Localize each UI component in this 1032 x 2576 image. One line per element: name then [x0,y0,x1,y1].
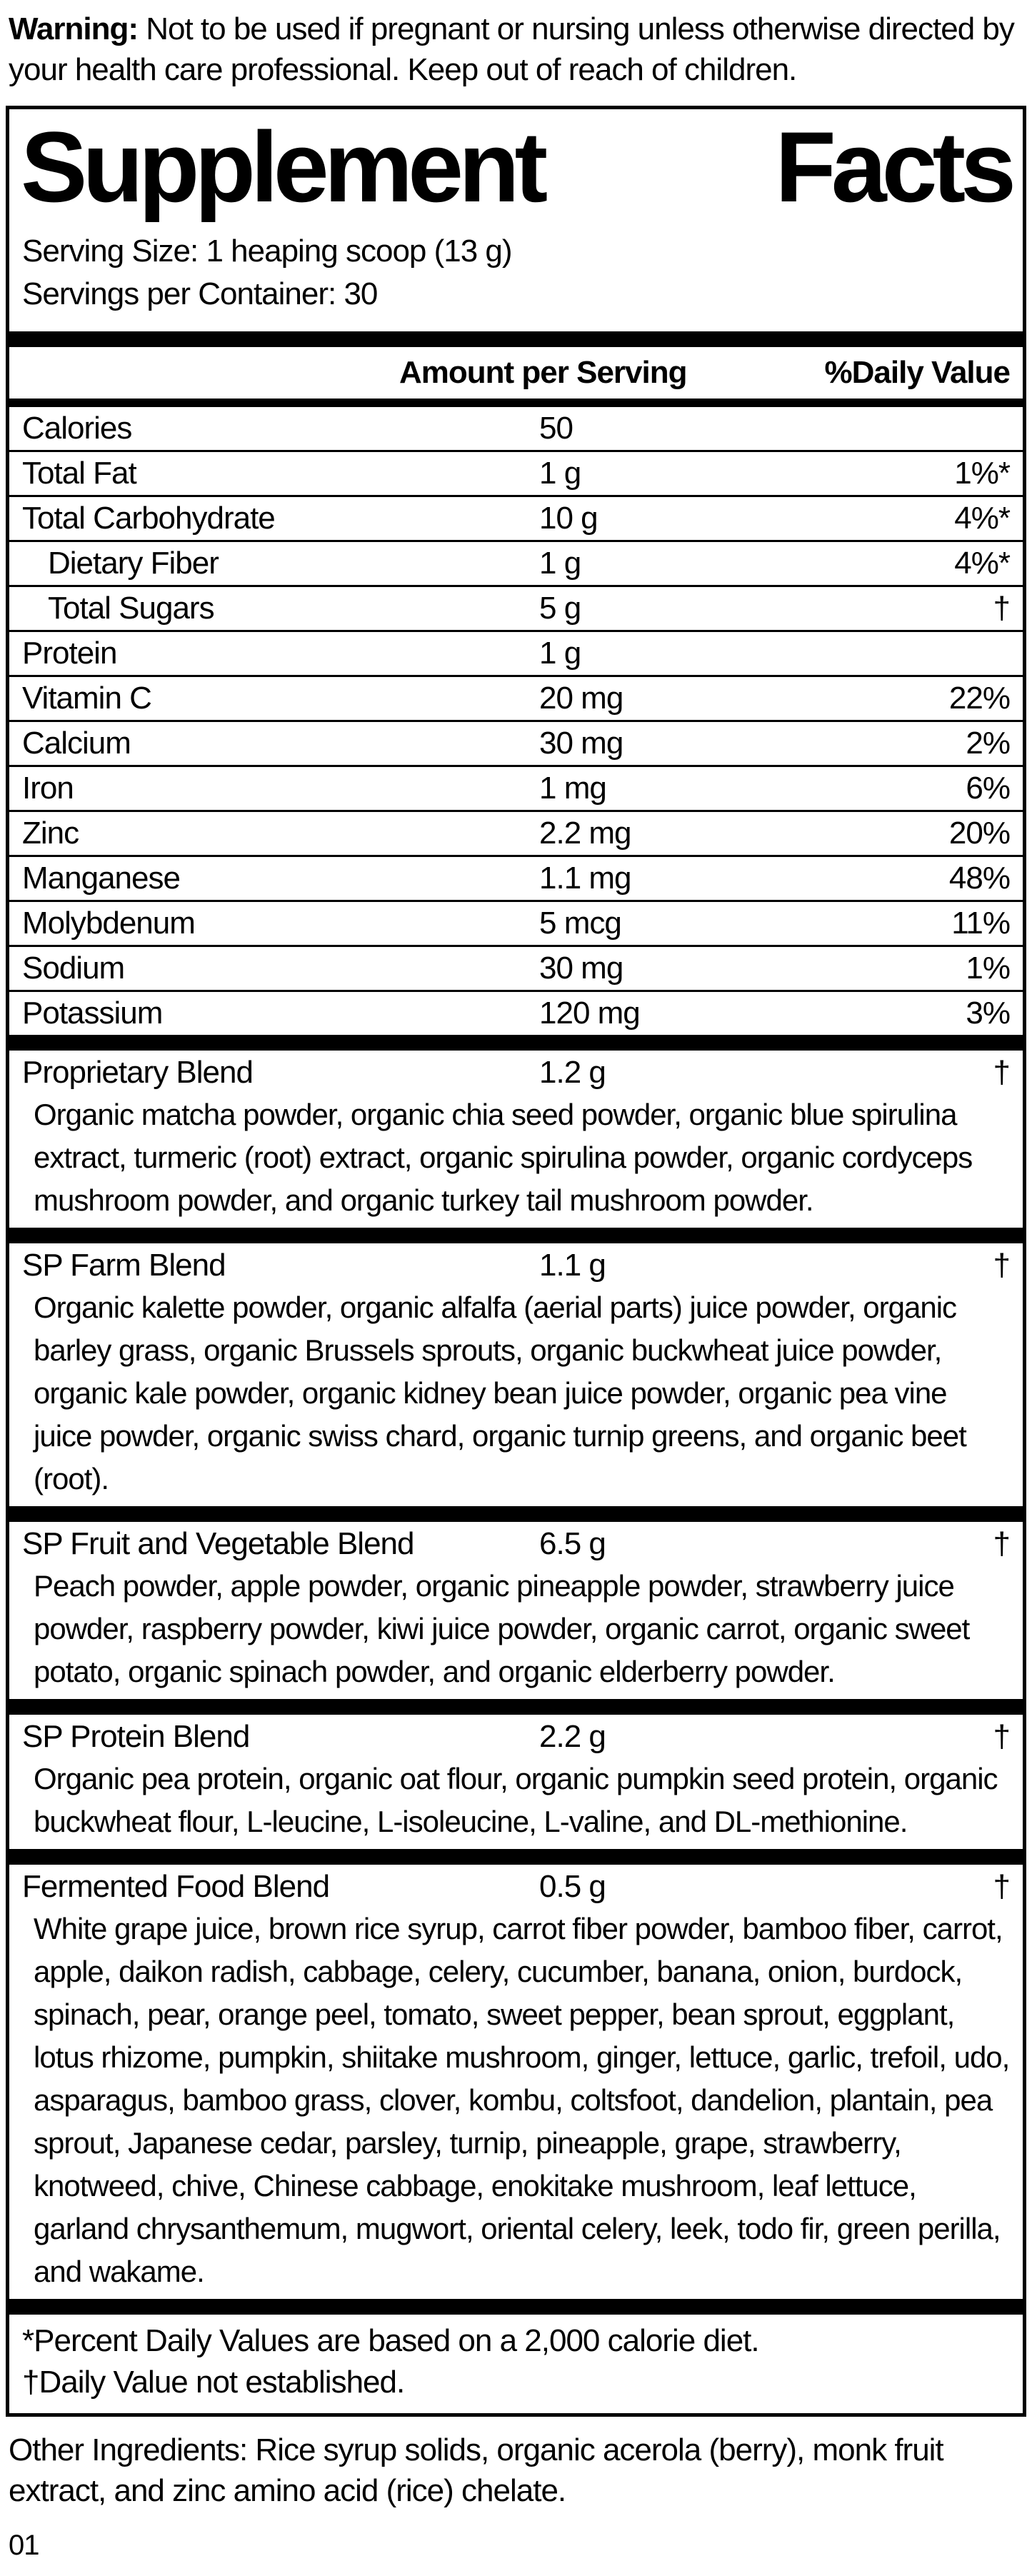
nutrient-name: Total Sugars [48,590,214,626]
divider-bar-blend [9,1849,1023,1865]
footnotes [9,2315,1023,2413]
blend-daily-value: † [993,1718,1010,1754]
nutrient-name: Potassium [22,995,163,1031]
warning-text [9,9,1023,90]
nutrient-daily-value: 3% [966,995,1010,1031]
column-header-row [9,347,1023,399]
nutrient-amount: 1 g [539,545,581,581]
panel-title [9,109,1023,223]
nutrient-name: Vitamin C [22,680,151,716]
nutrient-amount: 5 g [539,590,581,626]
nutrient-name: Dietary Fiber [48,545,219,581]
nutrient-name: Molybdenum [22,905,195,941]
blend-description: Organic matcha powder, organic chia seed powder, organic blue spirulina extract, turmeric (root) extract, organic spirulina powder, organic cordyceps mushroom powder, and organic turkey tail mushroom powder. [34,1097,973,1217]
serving-info [9,230,1023,316]
footnote-dagger: †Daily Value not established. [22,2364,405,2400]
other-ingredients: Other Ingredients: Rice syrup solids, organic acerola (berry), monk fruit extract, and zinc amino acid (rice) chelate. [9,2432,943,2508]
table-row [9,540,1023,585]
nutrient-daily-value: 2% [966,725,1010,761]
column-daily-value: %Daily Value [824,354,1010,390]
nutrient-daily-value: 11% [951,905,1010,941]
divider-bar-blend [9,1699,1023,1715]
table-row [9,450,1023,495]
nutrient-amount: 120 mg [539,995,640,1031]
blend-section [9,1699,1023,1849]
nutrient-name: Calories [22,410,132,446]
table-row [9,990,1023,1035]
table-row [9,495,1023,540]
blend-amount: 0.5 g [539,1868,606,1904]
nutrient-daily-value: 22% [948,680,1010,716]
divider-bar-blend [9,1506,1023,1522]
blend-header-row [9,1715,1023,1758]
blend-name: Proprietary Blend [22,1054,253,1090]
nutrient-name: Manganese [22,860,180,896]
panel-title-word2: Facts [775,111,1011,223]
divider-bar-footnotes [9,2299,1023,2315]
nutrient-amount: 20 mg [539,680,623,716]
blend-section [9,1506,1023,1699]
nutrient-amount: 1 mg [539,770,606,806]
nutrient-amount: 1 g [539,635,581,671]
nutrient-amount: 2.2 mg [539,815,631,851]
nutrient-daily-value: † [993,590,1010,626]
divider-bar-top [9,331,1023,347]
nutrient-name: Protein [22,635,117,671]
nutrient-daily-value: 20% [948,815,1010,851]
table-row [9,855,1023,900]
blend-daily-value: † [993,1868,1010,1904]
footnote-percent-dv: *Percent Daily Values are based on a 2,000 calorie diet. [22,2322,759,2358]
nutrient-amount: 1.1 mg [539,860,631,896]
blend-description: Organic kalette powder, organic alfalfa (aerial parts) juice powder, organic barley grass, organic Brussels sprouts, organic buckwheat juice powder, organic kale powder, organic kidney bean juice powder, organic pea vine juice powder, organic swiss chard, organic turnip greens, and organic beet (root). [34,1290,966,1495]
nutrient-amount: 30 mg [539,725,623,761]
serving-size: Serving Size: 1 heaping scoop (13 g) [22,233,512,269]
nutrient-amount: 50 [539,410,573,446]
blend-header-row [9,1243,1023,1286]
nutrient-name: Calcium [22,725,131,761]
blend-daily-value: † [993,1054,1010,1090]
table-row [9,585,1023,630]
warning-body: Not to be used if pregnant or nursing unless otherwise directed by your health care professional. Keep out of reach of children. [9,11,1014,87]
blend-amount: 6.5 g [539,1525,606,1561]
divider-bar-header [9,399,1023,407]
blend-header-row [9,1051,1023,1093]
nutrient-amount: 10 g [539,500,598,536]
nutrient-name: Total Carbohydrate [22,500,275,536]
blend-name: Fermented Food Blend [22,1868,330,1904]
table-row [9,810,1023,855]
table-row [9,720,1023,765]
blend-name: SP Farm Blend [22,1247,226,1283]
blend-sections [9,1035,1023,2299]
nutrient-daily-value: 1% [966,950,1010,986]
divider-bar-blend [9,1035,1023,1051]
footnote-section [9,2299,1023,2413]
blend-description: Peach powder, apple powder, organic pineapple powder, strawberry juice powder, raspberry powder, kiwi juice powder, organic carrot, organic sweet potato, organic spinach powder, and organic elderberry powder. [34,1568,970,1688]
nutrient-name: Zinc [22,815,79,851]
nutrient-name: Iron [22,770,74,806]
table-row [9,900,1023,945]
nutrient-amount: 1 g [539,455,581,491]
blend-amount: 2.2 g [539,1718,606,1754]
nutrient-daily-value: 4%* [954,545,1010,581]
nutrient-name: Total Fat [22,455,136,491]
nutrient-daily-value: 48% [948,860,1010,896]
table-row [9,407,1023,450]
warning-label: Warning: [9,11,138,46]
nutrient-table [9,407,1023,1035]
blend-daily-value: † [993,1247,1010,1283]
table-row [9,945,1023,990]
supplement-facts-panel [6,106,1026,2417]
blend-amount: 1.2 g [539,1054,606,1090]
nutrient-amount: 5 mcg [539,905,621,941]
blend-section [9,1849,1023,2299]
page-code: 01 [9,2529,39,2561]
column-amount-per-serving: Amount per Serving [399,354,687,390]
divider-bar-blend [9,1228,1023,1243]
blend-daily-value: † [993,1525,1010,1561]
table-row [9,765,1023,810]
servings-per-container: Servings per Container: 30 [22,276,378,311]
table-row [9,675,1023,720]
blend-header-row [9,1865,1023,1908]
blend-amount: 1.1 g [539,1247,606,1283]
blend-description: Organic pea protein, organic oat flour, organic pumpkin seed protein, organic buckwheat flour, L-leucine, L-isoleucine, L-valine, and DL-methionine. [34,1761,998,1838]
blend-header-row [9,1522,1023,1565]
nutrient-daily-value: 6% [966,770,1010,806]
nutrient-name: Sodium [22,950,125,986]
nutrient-amount: 30 mg [539,950,623,986]
table-row [9,630,1023,675]
blend-section [9,1035,1023,1228]
blend-description: White grape juice, brown rice syrup, carrot fiber powder, bamboo fiber, carrot, apple, daikon radish, cabbage, celery, cucumber, banana, onion, burdock, spinach, pear, orange peel, tomato, sweet pepper, bean sprout, eggplant, lotus rhizome, pumpkin, shiitake mushroom, ginger, lettuce, garlic, trefoil, udo, asparagus, bamboo grass, clover, kombu, coltsfoot, dandelion, plantain, pea sprout, Japanese cedar, parsley, turnip, pineapple, grape, strawberry, knotweed, chive, Chinese cabbage, enokitake mushroom, leaf lettuce, garland chrysanthemum, mugwort, oriental celery, leek, todo fir, green perilla, and wakame. [34,1911,1010,2288]
nutrient-daily-value: 1%* [954,455,1010,491]
blend-section [9,1228,1023,1506]
panel-title-word1: Supplement [21,111,543,223]
blend-name: SP Protein Blend [22,1718,250,1754]
nutrient-daily-value: 4%* [954,500,1010,536]
blend-name: SP Fruit and Vegetable Blend [22,1525,414,1561]
